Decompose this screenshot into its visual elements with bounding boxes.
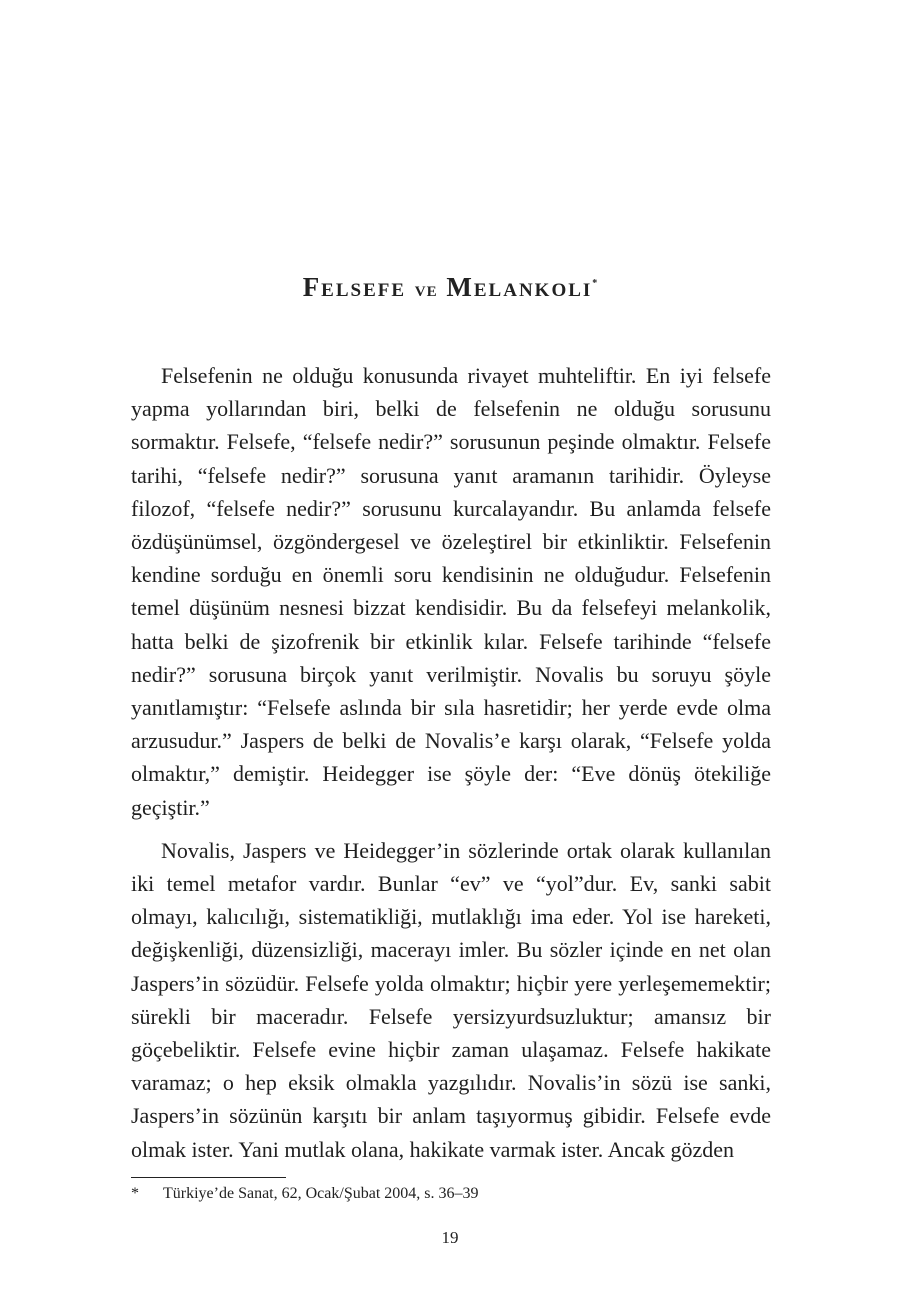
- chapter-title-part1: Felsefe: [302, 272, 407, 303]
- chapter-title-connector: ve: [414, 276, 438, 302]
- paragraph-2: Novalis, Jaspers ve Heidegger’in sözlerinde ortak olarak kullanılan iki temel metafor vardır. Bunlar “ev” ve “yol”dur. Ev, sanki sabit olmayı, kalıcılığı, sistematikliği, mutlaklığı ima eder. Yol ise hareketi, değişkenliği, düzensizliği, macerayı imler. Bu sözler içinde en net olan Jaspers’in sözüdür. Felsefe yolda olmaktır; hiçbir yere yerleşememektir; sürekli bir maceradır. Felsefe yersizyurdsuzluktur; amansız bir göçebeliktir. Felsefe evine hiçbir zaman ulaşamaz. Felsefe hakikate varamaz; o hep eksik olmakla yazgılıdır. Novalis’in sözü ise sanki, Jaspers’in sözünün karşıtı bir anlam taşıyormuş gibidir. Felsefe evde olmak ister. Yani mutlak olana, hakikate varmak ister. Ancak gözden: [131, 837, 771, 1162]
- footnote: [131, 1185, 771, 1203]
- page-number: 19: [441, 1228, 459, 1247]
- footnote-text: Türkiye’de Sanat, 62, Ocak/Şubat 2004, s. 36–39: [163, 1185, 479, 1202]
- footnote-marker: *: [131, 1185, 139, 1202]
- paragraph-1: Felsefenin ne olduğu konusunda rivayet muhteliftir. En iyi felsefe yapma yollarından biri, belki de felsefenin ne olduğu sorusunu sormaktır. Felsefe, “felsefe nedir?” sorusunun peşinde olmaktır. Felsefe tarihi, “felsefe nedir?” sorusuna yanıt aramanın tarihidir. Öyleyse filozof, “felsefe nedir?” sorusunu kurcalayandır. Bu anlamda felsefe özdüşünümsel, özgöndergesel ve özeleştirel bir etkinliktir. Felsefenin kendine sorduğu en önemli soru kendisinin ne olduğudur. Felsefenin temel düşünüm nesnesi bizzat kendisidir. Bu da felsefeyi melankolik, hatta belki de şizofrenik bir etkinlik kılar. Felsefe tarihinde “felsefe nedir?” sorusuna birçok yanıt verilmiştir. Novalis bu soruyu şöyle yanıtlamıştır: “Felsefe aslında bir sıla hasretidir; her yerde evde olma arzusudur.” Jaspers de belki de Novalis’e karşı olarak, “Felsefe yolda olmaktır,” demiştir. Heidegger ise şöyle der: “Eve dönüş ötekiliğe geçiştir.”: [131, 363, 771, 820]
- chapter-title: [0, 272, 900, 303]
- body-text: [131, 359, 771, 1166]
- footnote-divider: [131, 1177, 286, 1178]
- chapter-title-footnote-marker: *: [592, 278, 598, 290]
- chapter-title-part2: Melankoli: [446, 272, 593, 303]
